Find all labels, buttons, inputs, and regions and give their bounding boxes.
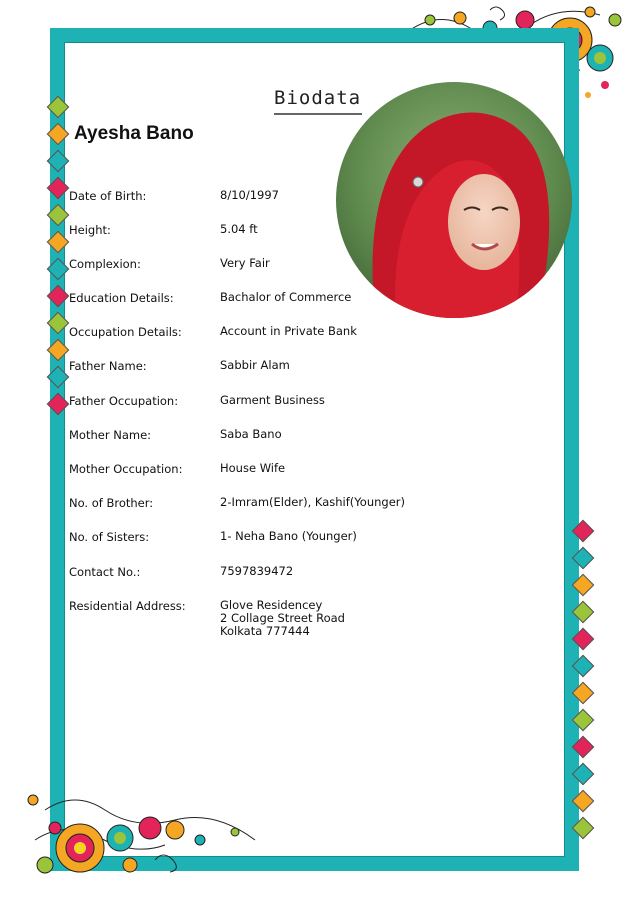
decorative-diamond xyxy=(47,96,70,119)
address-line-2: 2 Collage Street Road xyxy=(220,611,345,625)
person-name: Ayesha Bano xyxy=(74,123,194,144)
decorative-diamond xyxy=(572,574,595,597)
page-title: Biodata xyxy=(274,87,362,109)
decorative-diamond xyxy=(572,790,595,813)
detail-value xyxy=(220,599,540,638)
detail-label: Mother Name: xyxy=(69,428,152,442)
decorative-diamond xyxy=(572,709,595,732)
decorative-corner-bottom-left xyxy=(25,770,275,890)
decorative-diamond xyxy=(572,682,595,705)
decorative-diamond xyxy=(47,177,70,200)
detail-label: Father Occupation: xyxy=(69,394,179,408)
detail-label: Mother Occupation: xyxy=(69,462,183,476)
detail-value: House Wife xyxy=(220,461,286,475)
address-line-3: Kolkata 777444 xyxy=(220,624,310,638)
detail-value: 1- Neha Bano (Younger) xyxy=(220,529,357,543)
detail-value: 7597839472 xyxy=(220,564,294,578)
decorative-diamond xyxy=(572,736,595,759)
decorative-diamond xyxy=(572,655,595,678)
decorative-diamond xyxy=(572,628,595,651)
decorative-diamond xyxy=(572,817,595,840)
decorative-diamond xyxy=(47,393,70,416)
detail-label: Occupation Details: xyxy=(69,325,182,339)
detail-label: No. of Sisters: xyxy=(69,530,150,544)
detail-label: No. of Brother: xyxy=(69,496,154,510)
detail-label: Father Name: xyxy=(69,359,147,373)
decorative-diamond xyxy=(47,366,70,389)
decorative-diamond xyxy=(572,520,595,543)
detail-value: 5.04 ft xyxy=(220,222,258,236)
detail-label: Education Details: xyxy=(69,291,174,305)
detail-value: 2-Imram(Elder), Kashif(Younger) xyxy=(220,495,405,509)
detail-label: Height: xyxy=(69,223,111,237)
decorative-diamond xyxy=(47,312,70,335)
detail-value: Bachalor of Commerce xyxy=(220,290,352,304)
decorative-diamond xyxy=(572,763,595,786)
detail-value: Sabbir Alam xyxy=(220,358,290,372)
decorative-diamond xyxy=(47,231,70,254)
decorative-diamond xyxy=(47,123,70,146)
decorative-diamond xyxy=(47,204,70,227)
detail-label: Complexion: xyxy=(69,257,141,271)
decorative-diamond xyxy=(572,601,595,624)
title-underline xyxy=(274,113,362,115)
detail-label: Date of Birth: xyxy=(69,189,147,203)
detail-value: Garment Business xyxy=(220,393,325,407)
address-line-1: Glove Residencey xyxy=(220,598,323,612)
decorative-diamond xyxy=(47,150,70,173)
decorative-diamond xyxy=(47,285,70,308)
detail-value: Saba Bano xyxy=(220,427,282,441)
decorative-diamond xyxy=(572,547,595,570)
detail-label: Residential Address: xyxy=(69,599,186,613)
detail-value: 8/10/1997 xyxy=(220,188,279,202)
right-diamond-strip xyxy=(575,516,591,847)
detail-label: Contact No.: xyxy=(69,565,141,579)
decorative-diamond xyxy=(47,339,70,362)
decorative-diamond xyxy=(47,258,70,281)
detail-value: Account in Private Bank xyxy=(220,324,357,338)
left-diamond-strip xyxy=(50,92,66,423)
detail-value: Very Fair xyxy=(220,256,270,270)
